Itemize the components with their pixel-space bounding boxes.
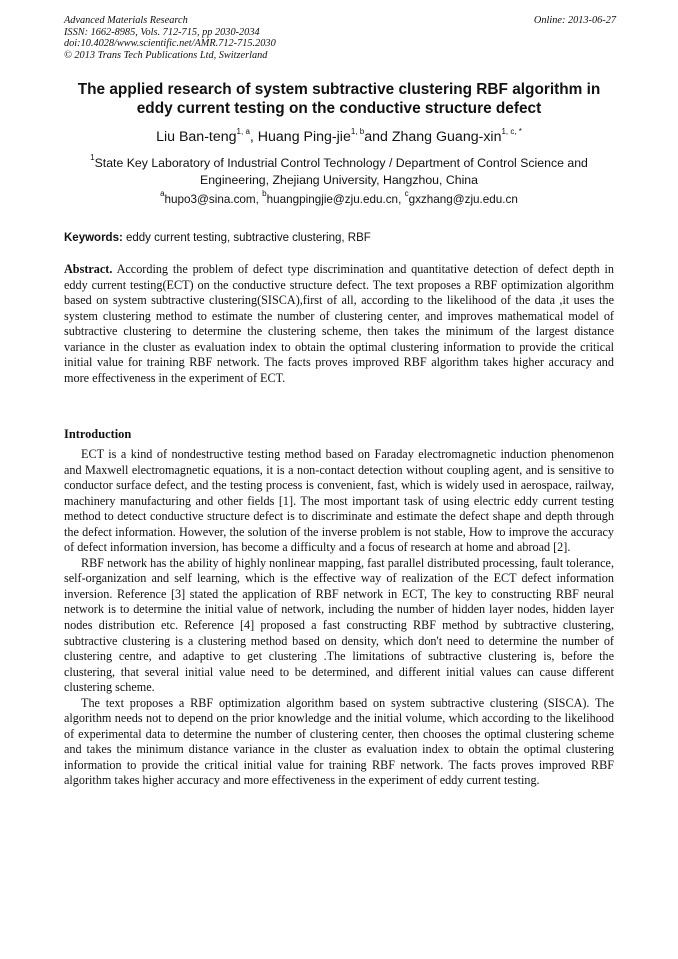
- paper-title: The applied research of system subtractive clustering RBF algorithm in eddy current testing on the conductive structure defect: [77, 81, 601, 117]
- author-name: Liu Ban-teng: [156, 129, 237, 145]
- issn-line: ISSN: 1662-8985, Vols. 712-715, pp 2030-2034: [64, 26, 260, 38]
- author-name: Huang Ping-jie: [257, 129, 351, 145]
- introduction-body: [64, 447, 614, 789]
- keywords-label: Keywords:: [64, 232, 123, 244]
- abstract-label: Abstract.: [64, 262, 113, 276]
- email-address: huangpingjie@zju.edu.cn: [266, 193, 399, 206]
- email-mark: b: [262, 189, 267, 198]
- online-date: Online: 2013-06-27: [533, 15, 616, 26]
- doi-line: doi:10.4028/www.scientific.net/AMR.712-715.2030: [64, 38, 276, 50]
- email-mark: c: [404, 189, 409, 198]
- keywords-text: eddy current testing, subtractive clustering, RBF: [122, 232, 371, 244]
- email-address: hupo3@sina.com: [164, 193, 256, 206]
- keywords: [64, 231, 614, 246]
- email-list: $^a$hupo3@sina.com, $^b$huangpingjie@zju.edu.cn, $^c$gxzhang@zju.edu.cn: [160, 189, 518, 206]
- copyright-line: © 2013 Trans Tech Publications Ltd, Switzerland: [64, 49, 268, 61]
- author-affil-mark: 1, c, *: [501, 127, 522, 136]
- author-name: Zhang Guang-xin: [391, 129, 502, 145]
- author-and: and: [364, 129, 392, 145]
- paragraph: The text proposes a RBF optimization algorithm based on system subtractive clustering (SISCA). The algorithm needs not to depend on the prior knowledge and the initial volume, which according to the likelihood of experimental data to determine the number of clustering center, then chooses the optimal clustering scheme and takes the minimum distance variance in the cluster as evaluation index to obtain the optimal clustering information to provide the critical initial value for training RBF network. The facts proves improved RBF algorithm takes higher accuracy and more effectiveness in the experiment of eddy current testing.: [64, 695, 614, 788]
- author-affil-mark: 1, a: [236, 127, 250, 136]
- journal-name: Advanced Materials Research: [64, 15, 188, 26]
- email-mark: a: [160, 189, 165, 198]
- section-heading-introduction: Introduction: [64, 427, 132, 441]
- author-list: [64, 128, 614, 146]
- author-separator: ,: [249, 129, 258, 145]
- journal-header: [64, 15, 424, 61]
- paragraph: RBF network has the ability of highly nonlinear mapping, fast parallel distributed processing, fault tolerance, self-organization and self learning, which is the effective way of realization of the ECT defect information inversion. Reference [3] stated the application of RBF network in ECT, The key to constructing RBF neural network is to determine the initial value of network, including the number of hidden layer nodes, hidden layer nodes distribution etc. Reference [4] proposed a fast constructing RBF method by subtractive clustering, subtractive clustering is a clustering method based on density, which don't need to determine the number of clustering centre, and adaptive to get clustering .The limitations of subtractive clustering is, before the clustering, that several initial value need to be determined, and different initial values can cause different clustering scheme.: [64, 555, 614, 695]
- abstract-text: According the problem of defect type discrimination and quantitative detection of defect depth in eddy current testing(ECT) on the conductive structure defect. The text proposes a RBF optimization algorithm based on system subtractive clustering(SISCA),first of all, according to the likelihood of the data ,it uses the system clustering method to estimate the number of clustering center, and improves mathematical model of subtractive clustering to determine the clustering scheme, then takes the minimum of the largest distance variance in the cluster as evaluation index to obtain the optimal clustering information to provide the critical initial value for training RBF network. The facts proves improved RBF algorithm takes higher accuracy and more effectiveness in the experiment of ECT.: [64, 262, 614, 385]
- abstract: [64, 262, 614, 386]
- affiliation-text: State Key Laboratory of Industrial Control Technology / Department of Control Science and Engineering, Zhejiang University, Hangzhou, China: [94, 156, 588, 187]
- paragraph: ECT is a kind of nondestructive testing method based on Faraday electromagnetic induction phenomenon and Maxwell electromagnetic equations, it is a non-contact detection without coupling agent, and is sensitive to conductor surface defect, and the testing process is convenient, fast, which is widely used in aerospace, railway, machinery manufacturing and other fields [1]. The most important task of using electric eddy current testing method to detect conductive structure defect is to discriminate and estimate the defect shape and depth through the defect information. However, the solution of the inverse problem is not stable, How to improve the accuracy of defect information inversion, has become a difficulty and a focus of research at home and abroad [2].: [64, 447, 614, 555]
- affiliation: [72, 155, 606, 189]
- author-affil-mark: 1, b: [350, 127, 365, 136]
- affiliation-mark: 1: [90, 153, 95, 162]
- email-address: gxzhang@zju.edu.cn: [408, 193, 518, 206]
